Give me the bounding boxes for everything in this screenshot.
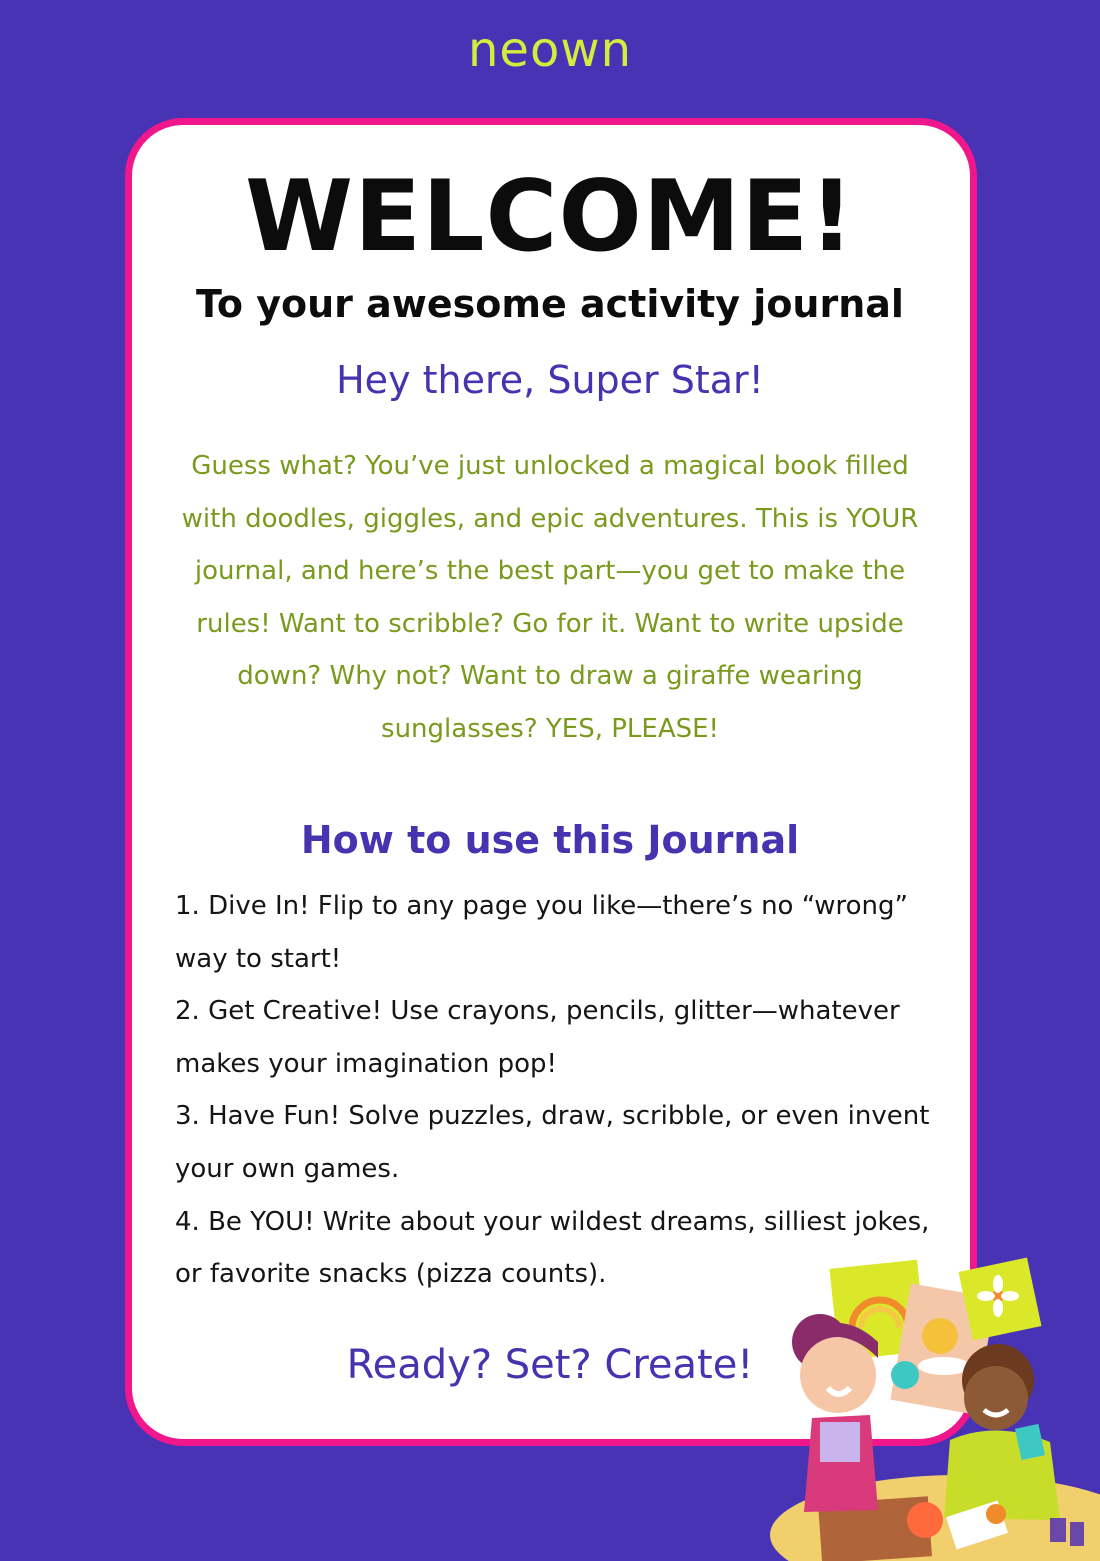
howto-heading: How to use this Journal xyxy=(300,818,800,862)
page-title: WELCOME! xyxy=(245,160,855,274)
kids-crafting-illustration xyxy=(760,1250,1100,1561)
call-to-action: Ready? Set? Create! xyxy=(346,1342,754,1388)
list-item: 1. Dive In! Flip to any page you like—there’s no “wrong” way to start! xyxy=(175,891,909,974)
list-item: 2. Get Creative! Use crayons, pencils, glitter—whatever makes your imagination pop! xyxy=(175,996,900,1079)
howto-steps-list xyxy=(175,880,950,1301)
page-subtitle: To your awesome activity journal xyxy=(196,282,904,326)
greeting-text: Hey there, Super Star! xyxy=(336,358,764,402)
intro-paragraph: Guess what? You’ve just unlocked a magical book filled with doodles, giggles, and epic adventures. This is YOUR journal, and here’s the best part—you get to make the rules! Want to scribble? Go for it. Want to write upside down? Why not? Want to draw a giraffe wearing sunglasses? YES, PLEASE! xyxy=(181,451,919,744)
list-item: 3. Have Fun! Solve puzzles, draw, scribble, or even invent your own games. xyxy=(175,1101,930,1184)
list-item: 4. Be YOU! Write about your wildest dreams, silliest jokes, or favorite snacks (pizza counts). xyxy=(175,1206,930,1290)
brand-logo xyxy=(0,22,1100,78)
brand-logo-text: neown xyxy=(468,22,632,78)
flower-note-icon xyxy=(958,1257,1041,1340)
